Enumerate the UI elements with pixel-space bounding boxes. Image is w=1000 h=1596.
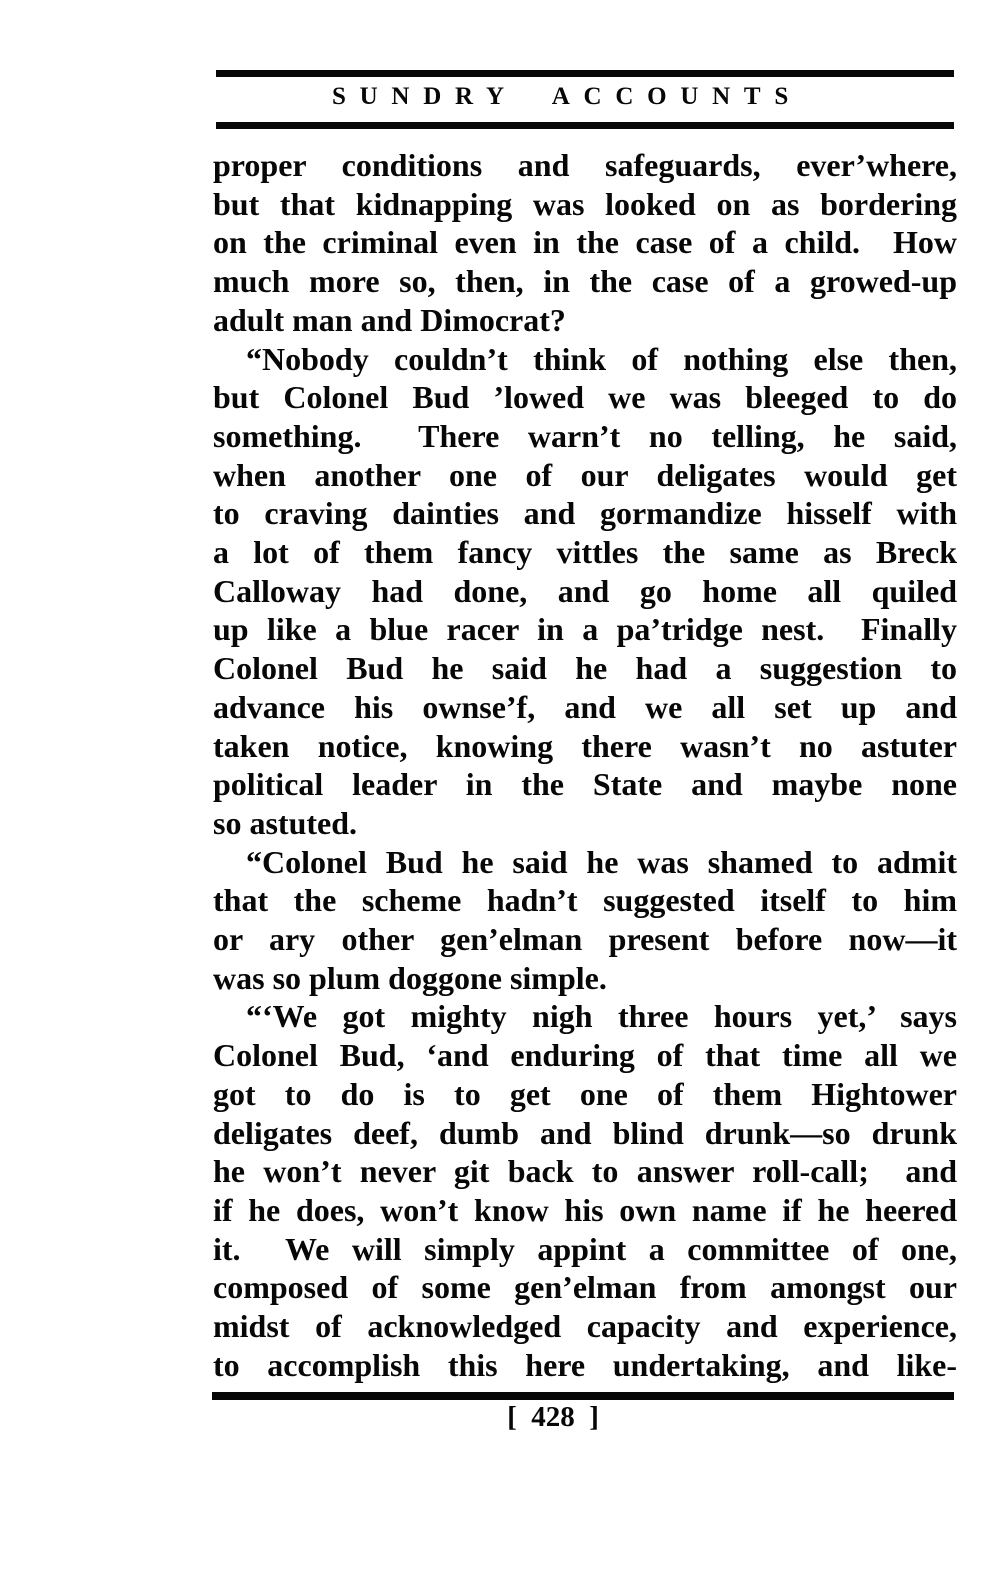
text-line: a lot of them fancy vittles the same as Breck bbox=[213, 534, 957, 571]
text-line: proper conditions and safeguards, ever’where, bbox=[213, 147, 957, 183]
text-line: adult man and Dimocrat? bbox=[213, 301, 566, 338]
text-line: when another one of our deligates would get bbox=[213, 456, 957, 493]
running-head: SUNDRY ACCOUNTS bbox=[331, 83, 803, 110]
text-line: but Colonel Bud ’lowed we was bleeged to do bbox=[213, 379, 957, 416]
text-line: was so plum doggone simple. bbox=[213, 959, 607, 996]
text-line: but that kidnapping was looked on as bordering bbox=[213, 185, 957, 222]
text-line: on the criminal even in the case of a child. How bbox=[213, 224, 957, 261]
text-line: taken notice, knowing there wasn’t no astuter bbox=[213, 727, 957, 764]
text-line: “Colonel Bud he said he was shamed to admit bbox=[246, 843, 957, 880]
header-rule-top bbox=[216, 70, 954, 77]
text-line: “Nobody couldn’t think of nothing else then, bbox=[246, 340, 957, 377]
text-line: something. There warn’t no telling, he said, bbox=[213, 417, 957, 454]
footer-rule bbox=[212, 1392, 954, 1400]
text-line: advance his ownse’f, and we all set up and bbox=[213, 688, 957, 725]
text-line: that the scheme hadn’t suggested itself to him bbox=[213, 882, 957, 919]
text-line: deligates deef, dumb and blind drunk—so drunk bbox=[213, 1114, 957, 1151]
text-line: he won’t never git back to answer roll-call; and bbox=[213, 1153, 957, 1190]
body-text bbox=[213, 146, 957, 1385]
text-line: “‘We got mighty nigh three hours yet,’ says bbox=[246, 998, 957, 1035]
text-line: or ary other gen’elman present before now—it bbox=[213, 921, 957, 958]
text-line: it. We will simply appint a committee of one, bbox=[213, 1230, 957, 1267]
text-line: political leader in the State and maybe none bbox=[213, 766, 957, 803]
text-line: Colonel Bud, ‘and enduring of that time all we bbox=[213, 1037, 957, 1074]
text-line: if he does, won’t know his own name if he heered bbox=[213, 1191, 957, 1228]
text-line: much more so, then, in the case of a growed-up bbox=[213, 263, 957, 300]
text-line: to craving dainties and gormandize hisself with bbox=[213, 495, 957, 532]
text-line: up like a blue racer in a pa’tridge nest. Finally bbox=[213, 611, 957, 648]
text-line: Colonel Bud he said he had a suggestion to bbox=[213, 650, 957, 687]
text-line: Calloway had done, and go home all quiled bbox=[213, 572, 957, 609]
text-line: midst of acknowledged capacity and experience, bbox=[213, 1308, 957, 1345]
header-rule-bottom bbox=[216, 122, 954, 129]
page-number: [ 428 ] bbox=[507, 1401, 599, 1433]
text-line: composed of some gen’elman from amongst our bbox=[213, 1269, 957, 1306]
text-line: got to do is to get one of them Hightower bbox=[213, 1075, 957, 1112]
text-line: to accomplish this here undertaking, and like- bbox=[213, 1346, 957, 1383]
text-line: so astuted. bbox=[213, 804, 358, 841]
